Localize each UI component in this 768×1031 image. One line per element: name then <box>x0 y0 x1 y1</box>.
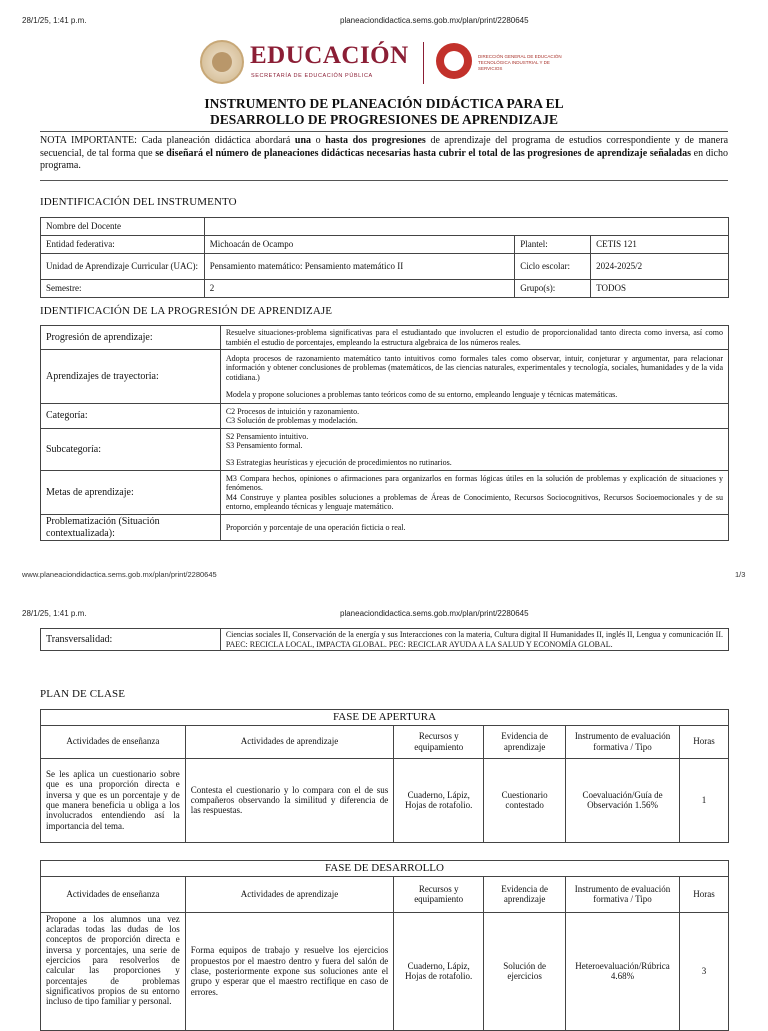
metas-item: M4 Construye y plantea posibles soluciones a problemas de Áreas de Conocimiento, Recursos Sociocognitivos, Recursos Socioemocionales y de su entorno, empleando técnicas y lenguaje matemático. <box>225 492 723 511</box>
uac-value: Pensamiento matemático: Pensamiento matemático II <box>204 254 514 280</box>
docente-value <box>204 218 728 236</box>
problematizacion-value: Proporción y porcentaje de una operación ficticia o real. <box>220 515 728 541</box>
trayectoria-label: Aprendizajes de trayectoria: <box>41 350 221 404</box>
trayectoria-item: Adopta procesos de razonamiento matemático tanto intuitivos como formales tales como observar, intuir, conjeturar y argumentar, para relacionar información y obtener conclusiones de problemas (matemáticos, de las ciencias naturales, experimentales y tecnología, sociales, humanidades y de la vida cotidiana.) <box>225 354 723 382</box>
ident-section-title: IDENTIFICACIÓN DEL INSTRUMENTO <box>40 196 237 208</box>
plantel-value: CETIS 121 <box>591 236 729 254</box>
categoria-item: C3 Solución de problemas y modelación. <box>225 416 358 425</box>
col-recursos: Recursos y equipamiento <box>394 725 484 758</box>
dgeti-logo-text <box>478 54 573 72</box>
docente-label: Nombre del Docente <box>41 218 205 236</box>
plan-section-title: PLAN DE CLASE <box>40 688 126 700</box>
desarrollo-instrumento: Heteroevaluación/Rúbrica 4.68% <box>566 912 680 1030</box>
apertura-ensenanza: Se les aplica un cuestionario sobre que es una proporción directa e inversa y que es un porcentaje y de que manera beneficia u obliga a los involucrados entendiendo así la importancia del tema. <box>41 758 186 842</box>
desarrollo-table <box>40 860 729 1031</box>
document-title <box>0 96 768 127</box>
nota-rule <box>40 180 728 181</box>
desarrollo-aprendizaje: Forma equipos de trabajo y resuelve los ejercicios propuestos por el maestro dentro y fuera del salón de clase, posteriormente expone sus soluciones ante el grupo y esperar que el maestro rectifique en caso de errores. <box>185 912 394 1030</box>
col-recursos: Recursos y equipamiento <box>394 876 484 912</box>
grupo-label: Grupo(s): <box>515 280 591 298</box>
col-aprendizaje: Actividades de aprendizaje <box>185 876 394 912</box>
progresion-label: Progresión de aprendizaje: <box>41 326 221 350</box>
ciclo-label: Ciclo escolar: <box>515 254 591 280</box>
print-url-page2: planeaciondidactica.sems.gob.mx/plan/print/2280645 <box>340 609 529 618</box>
title-line1: INSTRUMENTO DE PLANEACIÓN DIDÁCTICA PARA EL <box>204 96 564 111</box>
desarrollo-evidencia: Solución de ejercicios <box>484 912 566 1030</box>
categoria-value <box>220 404 728 429</box>
subcategoria-label: Subcategoría: <box>41 429 221 471</box>
metas-label: Metas de aprendizaje: <box>41 471 221 515</box>
print-url: planeaciondidactica.sems.gob.mx/plan/print/2280645 <box>340 16 529 25</box>
col-instrumento: Instrumento de evaluación formativa / Tipo <box>566 725 680 758</box>
dgeti-line1: DIRECCIÓN GENERAL DE EDUCACIÓN <box>478 54 562 59</box>
nota-text1: Cada planeación didáctica abordará <box>136 135 295 146</box>
col-horas: Horas <box>680 876 729 912</box>
apertura-recursos: Cuaderno, Lápiz, Hojas de rotafolio. <box>394 758 484 842</box>
title-line2: DESARROLLO DE PROGRESIONES DE APRENDIZAJE <box>209 111 559 127</box>
metas-item: M3 Compara hechos, opiniones o afirmaciones para organizarlos en formas lógicas útiles en la solución de problemas y explicación de situaciones y fenómenos. <box>225 474 723 493</box>
apertura-evidencia: Cuestionario contestado <box>484 758 566 842</box>
sep-subtitle: SECRETARÍA DE EDUCACIÓN PÚBLICA <box>251 73 373 79</box>
trayectoria-item: Modela y propone soluciones a problemas tanto teóricos como de su entorno, empleando lenguaje y técnicas matemáticas. <box>225 389 618 399</box>
subcategoria-item: S2 Pensamiento intuitivo. <box>225 431 309 441</box>
desarrollo-horas: 3 <box>680 912 729 1030</box>
ident-table <box>40 217 729 298</box>
educacion-logo <box>200 40 410 90</box>
semestre-label: Semestre: <box>41 280 205 298</box>
trayectoria-value <box>220 350 728 404</box>
nota-bold3: se diseñará el número de planeaciones didácticas necesarias hasta cubrir el total de las progresiones de aprendizaje señaladas <box>155 147 691 159</box>
problematizacion-label: Problematización (Situación contextualizada): <box>41 515 221 541</box>
entidad-value: Michoacán de Ocampo <box>204 236 514 254</box>
categoria-label: Categoría: <box>41 404 221 429</box>
entidad-label: Entidad federativa: <box>41 236 205 254</box>
col-aprendizaje: Actividades de aprendizaje <box>185 725 394 758</box>
print-datetime: 28/1/25, 1:41 p.m. <box>22 16 87 25</box>
progresion-table <box>40 325 729 541</box>
desarrollo-ensenanza: Propone a los alumnos una vez aclaradas todas las dudas de los conceptos de proporción directa e inversa y porcentajes, una serie de ejercicios para resolverlos de calcular las proporciones y porcentajes de problemas significativos propios de su entorno incluso de tipo familiar y personal. <box>41 912 186 1030</box>
footer-url: www.planeaciondidactica.sems.gob.mx/plan/print/2280645 <box>22 570 217 579</box>
nota-bold1: una <box>294 135 312 146</box>
nota-bold2: hasta dos progresiones <box>325 135 426 146</box>
apertura-table <box>40 709 729 843</box>
semestre-value: 2 <box>204 280 514 298</box>
apertura-horas: 1 <box>680 758 729 842</box>
progresion-value: Resuelve situaciones-problema significativas para el estudiantado que involucren el estudio de proporcionalidad tanto directa como inversa, así como también el estudio de porcentajes, empleando la estructura algebraica de los números reales. <box>220 326 728 350</box>
nota-lead: NOTA IMPORTANTE: <box>40 135 137 146</box>
transversalidad-label: Transversalidad: <box>41 629 221 651</box>
dgeti-line2: TECNOLÓGICA INDUSTRIAL Y DE SERVICIOS <box>478 59 550 71</box>
apertura-title: FASE DE APERTURA <box>41 710 729 726</box>
ciclo-value: 2024-2025/2 <box>591 254 729 280</box>
subcategoria-value <box>220 429 728 471</box>
col-ensenanza: Actividades de enseñanza <box>41 876 186 912</box>
col-evidencia: Evidencia de aprendizaje <box>484 876 566 912</box>
grupo-value: TODOS <box>591 280 729 298</box>
metas-value <box>220 471 728 515</box>
col-horas: Horas <box>680 725 729 758</box>
title-rule <box>40 131 728 132</box>
subcategoria-item: S3 Pensamiento formal. <box>225 440 303 450</box>
subcategoria-item: S3 Estrategias heurísticas y ejecución de procedimientos no rutinarios. <box>225 458 452 468</box>
educacion-wordmark: EDUCACIÓN <box>250 42 409 69</box>
nota-importante <box>40 135 728 173</box>
col-evidencia: Evidencia de aprendizaje <box>484 725 566 758</box>
apertura-aprendizaje: Contesta el cuestionario y lo compara con el de sus compañeros observando la similitud y diferencia de las respuestas. <box>185 758 394 842</box>
nota-text2: o <box>311 135 326 146</box>
dgeti-gear-icon <box>436 43 472 79</box>
desarrollo-title: FASE DE DESARROLLO <box>41 861 729 877</box>
uac-label: Unidad de Aprendizaje Curricular (UAC): <box>41 254 205 280</box>
print-datetime-page2: 28/1/25, 1:41 p.m. <box>22 609 87 618</box>
plantel-label: Plantel: <box>515 236 591 254</box>
col-instrumento: Instrumento de evaluación formativa / Tipo <box>566 876 680 912</box>
footer-page-number: 1/3 <box>735 570 746 579</box>
nota-text3: de aprendizaje del programa de estudios correspondiente y de manera secuencial, de tal forma que <box>40 135 729 159</box>
transversalidad-value: Ciencias sociales II, Conservación de la energía y sus Interacciones con la materia, Cultura digital II Humanidades II, inglés II, Lengua y comunicación II. PAEC: RECICLA LOCAL, IMPACTA GLOBAL. PEC: RECICLAR AYUDA A LA SALUD Y ECONOMÍA GLOBAL. <box>220 629 728 651</box>
mexico-seal-icon <box>200 40 244 84</box>
categoria-item: C2 Procesos de intuición y razonamiento. <box>225 406 360 416</box>
prog-section-title: IDENTIFICACIÓN DE LA PROGRESIÓN DE APRENDIZAJE <box>40 305 333 317</box>
apertura-instrumento: Coevaluación/Guía de Observación 1.56% <box>566 758 680 842</box>
transversalidad-table <box>40 628 729 651</box>
col-ensenanza: Actividades de enseñanza <box>41 725 186 758</box>
logo-divider <box>423 42 424 84</box>
desarrollo-recursos: Cuaderno, Lápiz, Hojas de rotafolio. <box>394 912 484 1030</box>
nota-text4: en dicho programa. <box>40 147 728 171</box>
